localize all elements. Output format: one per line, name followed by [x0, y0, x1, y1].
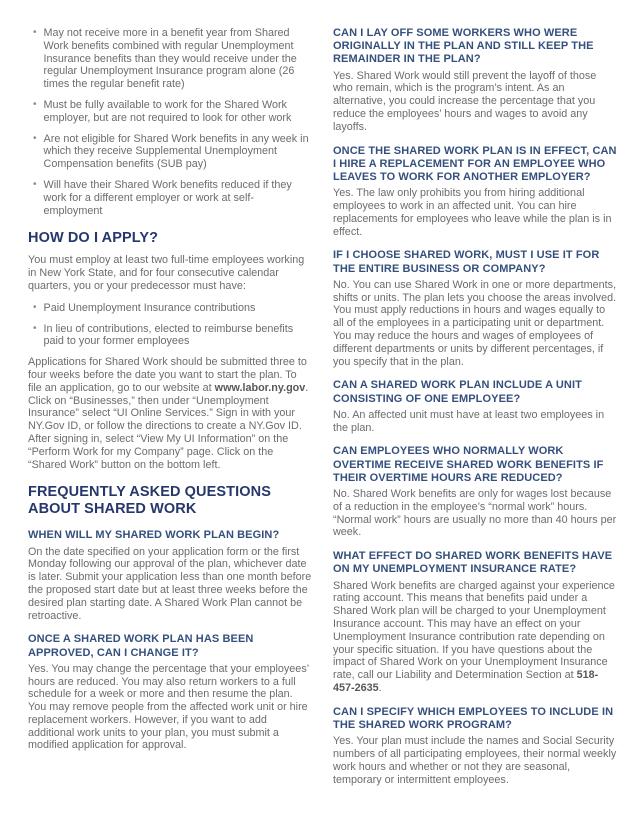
text-run: On the date specified on your application form or the first Monday following our approval of the plan, whichever date is later. Submit your application less than one month before the proposed start date but at least three weeks before the desired plan starting date. A Shared Work Plan cannot be retroactive.	[28, 545, 312, 622]
bullet-icon: •	[33, 27, 37, 38]
text-run: Yes. You may change the percentage that your employees’ hours are reduced. You may also return workers to a full schedule for a week or more and then resume the plan. You may remove people from the affected work unit or hire replacement workers. However, if you want to add additional work units to your plan, you must submit a modified application for approval.	[28, 662, 309, 752]
faq-item	[28, 633, 312, 752]
faq-answer	[333, 409, 617, 435]
section-heading: HOW DO I APPLY?	[28, 230, 159, 247]
faq-item	[333, 706, 617, 787]
faq-question: IF I CHOOSE SHARED WORK, MUST I USE IT FOR THE ENTIRE BUSINESS OR COMPANY?	[333, 249, 600, 275]
bullet-icon: •	[33, 301, 37, 313]
bullet-list	[28, 27, 312, 217]
faq-question: CAN I SPECIFY WHICH EMPLOYEES TO INCLUDE IN THE SHARED WORK PROGRAM?	[333, 705, 614, 731]
bullet-item	[33, 179, 312, 217]
text-run: Shared Work benefits are charged against your experience rating account. This means that benefits paid under a Shared Work plan will be charged to your Unemployment Insurance account. This may have an effect on your Unemployment Insurance contribution rate depending on your specific situation. If you have questions about the impact of Shared Work on your Unemployment Insurance rate, call our Liability and Determination Section at	[333, 579, 615, 682]
faq-item	[333, 379, 617, 434]
paragraph	[28, 356, 312, 471]
bullet-icon: •	[33, 178, 37, 190]
faq-answer	[28, 546, 312, 623]
right-column	[333, 27, 617, 786]
text-run: You must employ at least two full-time employees working in New York State, and for four consecutive calendar quarters, you or your predecessor must have:	[28, 254, 305, 292]
faq-answer	[333, 580, 617, 695]
bullet-icon: •	[33, 322, 37, 334]
text-run: Yes. Your plan must include the names and Social Security numbers of all participating employees, their normal weekly work hours and whether or not they are seasonal, temporary or intermittent employees.	[333, 735, 617, 786]
faq-answer	[333, 735, 617, 786]
faq-answer	[28, 663, 312, 753]
text-run: . Click on “Businesses,” then under “Unemployment Insurance” select “UI Online Services.” Sign in with your NY.Gov ID, or follow the directions to create a NY.Gov ID. After signing in, select “View My UI Information” on the “Perform Work for my Company” page. Click on the “Shared Work” button on the bottom left.	[28, 381, 309, 471]
bullet-icon: •	[33, 98, 37, 110]
faq-question: ONCE THE SHARED WORK PLAN IS IN EFFECT, CAN I HIRE A REPLACEMENT FOR AN EMPLOYEE WHO LEAVES TO WORK FOR ANOTHER EMPLOYER?	[333, 144, 617, 183]
text-run: Yes. The law only prohibits you from hiring additional employees to work in an affected unit. You can hire replacements for employees who leave while the plan is in effect.	[333, 187, 612, 238]
left-column	[28, 27, 312, 786]
faq-item	[333, 445, 617, 539]
bullet-item	[33, 27, 312, 91]
bullet-item	[33, 99, 312, 125]
text-run: .	[378, 681, 382, 694]
section-heading: FREQUENTLY ASKED QUESTIONS ABOUT SHARED WORK	[28, 484, 271, 518]
faq-item	[28, 529, 312, 622]
bullet-item	[33, 323, 312, 349]
faq-item	[333, 550, 617, 695]
text-run: Applications for Shared Work should be submitted three to four weeks before the date you want to start the plan. To file an application, go to our website at	[28, 356, 307, 394]
bullet-list	[28, 302, 312, 348]
paragraph	[28, 254, 312, 292]
faq-item	[333, 27, 617, 134]
bold-text: 518-457-2635	[333, 669, 599, 694]
bullet-text: Will have their Shared Work benefits reduced if they work for a different employer or work at self-employment	[43, 178, 292, 217]
faq-answer	[333, 70, 617, 134]
bullet-item	[33, 133, 312, 171]
faq-question: CAN I LAY OFF SOME WORKERS WHO WERE ORIGINALLY IN THE PLAN AND STILL KEEP THE REMAINDER IN THE PLAN?	[333, 27, 594, 66]
text-run: No. Shared Work benefits are only for wages lost because of a reduction in the employee’s “normal work” hours. “Normal work” hours are usually no more than 40 hours per week.	[333, 487, 617, 539]
faq-question: WHEN WILL MY SHARED WORK PLAN BEGIN?	[28, 529, 280, 542]
bullet-text: In lieu of contributions, elected to reimburse benefits paid to your former employees	[43, 322, 294, 348]
bullet-text: Paid Unemployment Insurance contributions	[43, 301, 256, 314]
bullet-item	[33, 302, 312, 315]
bullet-text: Must be fully available to work for the Shared Work employer, but are not required to look for other work	[43, 98, 292, 124]
text-run: Yes. Shared Work would still prevent the layoff of those who remain, which is the program’s intent. As an alternative, you could increase the percentage that you reduce the employees’ hours and wages to avoid any layoffs.	[333, 69, 597, 133]
bullet-icon: •	[33, 132, 37, 144]
faq-answer	[333, 488, 617, 539]
faq-question: CAN A SHARED WORK PLAN INCLUDE A UNIT CONSISTING OF ONE EMPLOYEE?	[333, 379, 582, 405]
faq-item	[333, 249, 617, 368]
faq-question: ONCE A SHARED WORK PLAN HAS BEEN APPROVED, CAN I CHANGE IT?	[28, 633, 254, 659]
bullet-text: Are not eligible for Shared Work benefits in any week in which they receive Supplemental Unemployment Compensation benefits (SUB pay)	[43, 132, 309, 171]
text-run: No. You can use Shared Work in one or more departments, shifts or units. The plan lets you choose the areas involved. You must apply reductions in hours and wages equally to all of the employees in a participating unit or department. You may reduce the hours and wages of employees of different departments or units by different percentages, if you specify that in the plan.	[333, 278, 617, 368]
bullet-text: May not receive more in a benefit year from Shared Work benefits combined with regular Unemployment Insurance benefits than they would receive under the regular Unemployment Insurance program alone (26 times the regular benefit rate)	[43, 27, 297, 91]
bold-text: www.labor.ny.gov	[214, 381, 306, 394]
text-run: No. An affected unit must have at least two employees in the plan.	[333, 408, 605, 434]
faq-question: CAN EMPLOYEES WHO NORMALLY WORK OVERTIME RECEIVE SHARED WORK BENEFITS IF THEIR OVERTIME HOURS ARE REDUCED?	[333, 445, 604, 484]
faq-answer	[333, 187, 617, 238]
faq-question: WHAT EFFECT DO SHARED WORK BENEFITS HAVE ON MY UNEMPLOYMENT INSURANCE RATE?	[333, 550, 613, 576]
faq-answer	[333, 279, 617, 369]
faq-item	[333, 145, 617, 239]
